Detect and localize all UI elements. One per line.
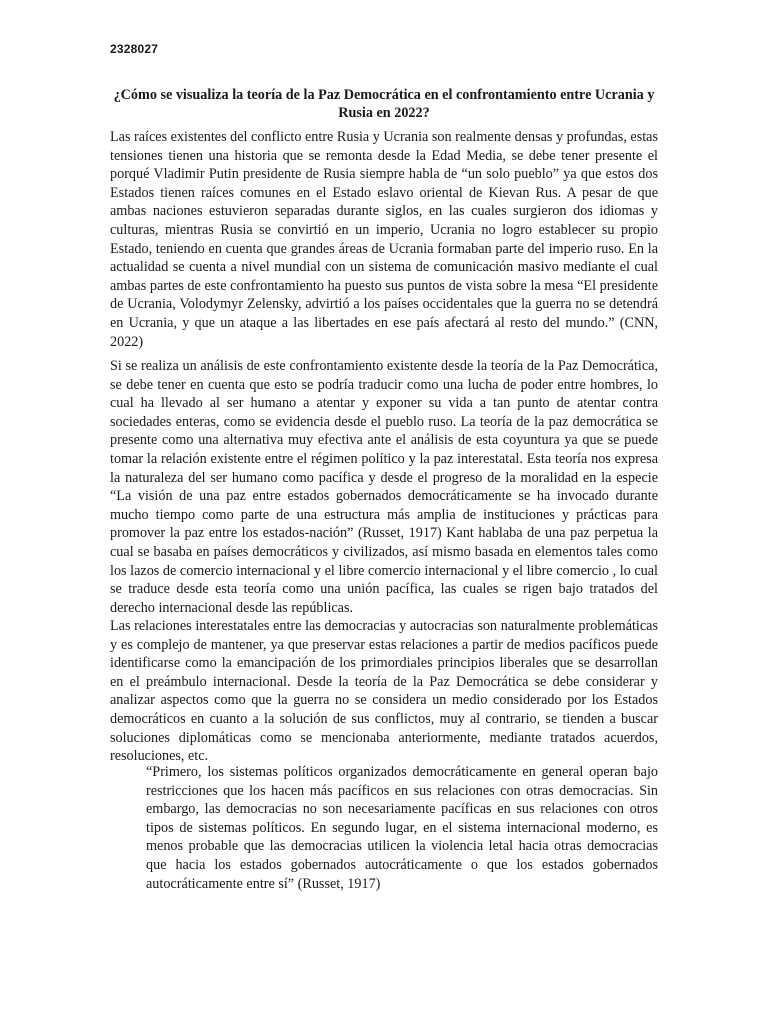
document-title: ¿Cómo se visualiza la teoría de la Paz Democrática en el confrontamiento entre Ucrania y Rusia en 2022? (113, 87, 655, 121)
paragraph-3: Las relaciones interestatales entre las democracias y autocracias son naturalmente problemáticas y es complejo de mantener, ya que preservar estas relaciones a partir de medios pacíficos puede identificarse como la emancipación de los primordiales principios liberales que se desarrollan en el preámbulo internacional. Desde la teoría de la Paz Democrática se debe considerar y analizar aspectos como que la guerra no se considera un medio considerado por los Estados democráticos en cuanto a la solución de sus conflictos, muy al contrario, se tienden a buscar soluciones diplomáticas como se mencionaba anteriormente, mediante tratados acuerdos, resoluciones, etc. (110, 618, 658, 765)
paragraph-1: Las raíces existentes del conflicto entre Rusia y Ucrania son realmente densas y profundas, estas tensiones tienen una historia que se remonta desde la Edad Media, se debe tener presente el porqué Vladimir Putin presidente de Rusia siempre habla de “un solo pueblo” ya que estos dos Estados tienen raíces comunes en el Estado eslavo oriental de Kievan Rus. A pesar de que ambas naciones estuvieron separadas durante siglos, en las cuales surgieron dos idiomas y culturas, mientras Rusia se convirtió en un imperio, Ucrania no logro establecer su propio Estado, teniendo en cuenta que grandes áreas de Ucrania formaban parte del imperio ruso. En la actualidad se cuenta a nivel mundial con un sistema de comunicación masivo mediante el cual ambas partes de este confrontamiento ha puesto sus puntos de vista sobre la mesa “El presidente de Ucrania, Volodymyr Zelensky, advirtió a los países occidentales que la guerra no se detendrá en Ucrania, y que un ataque a las libertades en ese país afectará al resto del mundo.” (CNN, 2022) (110, 129, 658, 350)
block-quote: “Primero, los sistemas políticos organizados democráticamente en general operan bajo restricciones que los hacen más pacíficos en sus relaciones con otras democracias. Sin embargo, las democracias no son necesariamente pacíficas en sus relaciones con otros tipos de sistemas políticos. En segundo lugar, en el sistema internacional moderno, es menos probable que las democracias utilicen la violencia letal hacia otras democracias que hacia los estados gobernados autocráticamente o que los estados gobernados autocráticamente entre sí” (Russet, 1917) (146, 764, 658, 892)
paragraph-2: Si se realiza un análisis de este confrontamiento existente desde la teoría de la Paz Democrática, se debe tener en cuenta que esto se podría traducir como una lucha de poder entre hombres, lo cual ha llevado al ser humano a atentar y exponer su vida a tan punto de atentar contra sociedades enteras, como se evidencia desde el pueblo ruso. La teoría de la paz democrática se presente como una alternativa muy efectiva ante el análisis de esta coyuntura ya que se puede tomar la relación existente entre el régimen político y la paz interestatal. Esta teoría nos expresa la naturaleza del ser humano como pacífica y desde el progreso de la moralidad en la especie “La visión de una paz entre estados gobernados democráticamente se ha invocado durante mucho tiempo como parte de una estructura más amplia de instituciones y prácticas para promover la paz entre los estados-nación” (Russet, 1917) Kant hablaba de una paz perpetua la cual se basaba en países democráticos y civilizados, así mismo basada en elementos tales como los lazos de comercio internacional y el libre comercio internacional y el libre comercio , lo cual se traduce desde esta teoría como una unión pacífica, las cuales se rigen bajo tratados del derecho internacional desde las repúblicas. (110, 358, 658, 616)
document-id: 2328027 (110, 42, 159, 56)
